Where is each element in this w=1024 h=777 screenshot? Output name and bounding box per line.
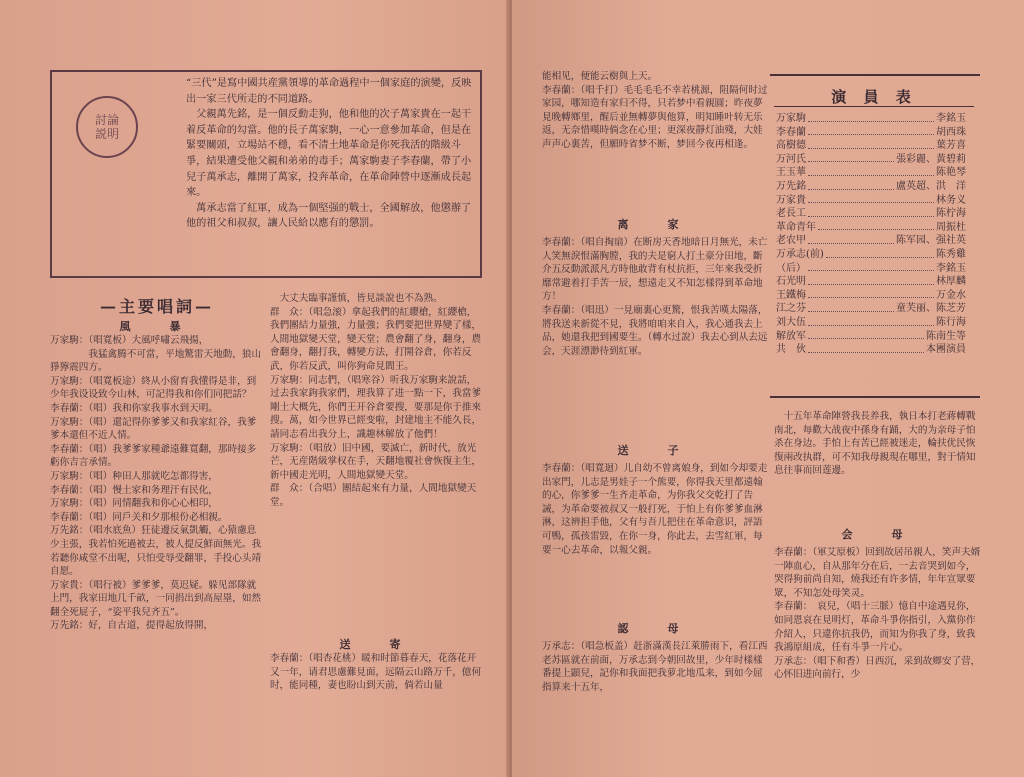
cast-role: 万家貴 [776, 194, 806, 206]
column-right-2 [774, 410, 984, 764]
cast-row [776, 248, 966, 262]
cast-role: 万先銘 [776, 180, 806, 192]
seal-text-top: 討論 [94, 113, 119, 127]
cast-actor: 盧英超、洪 洋 [896, 180, 966, 192]
cast-role: 万承志(前) [776, 248, 824, 260]
section-text-masses: 大丈夫臨事謹慎，皆見談說也不為熟。 群 众：（唱急滚）拿起我們的紅纓槍，紅纓槍，我們團結力量強，力量強；我們要把世界變了樣，人間地獄變天堂，變天堂；農會翻了身，翻身，農會翻身，翻打我，轉變方法，打開谷倉，你若反武，你若反武，叫你狗命見閻王。 万家駒：同志們，（唱寒谷）听我万家駒来說話，过去我家鉤我家們，理我算了进一點一下，我當爹剛土大概先，你們王开谷倉要搜，要那是你于推來搜。萬，如今世界已經变啦，封建地主不能久長，請同志看出我分上，識趣林解放了他們！ 万家駒：（唱放）旧中國，要滅亡，新时代，放光芒，无産階級掌权在手，天翻地覆社會恢復主生，新中國走光明，人間地獄變天堂。 群 众：（合唱）團結起來有力量，人間地獄變天堂。 [270, 293, 482, 508]
cast-row [776, 330, 966, 344]
cast-actor: 童芙丽、陈芝芳 [896, 303, 966, 315]
section-title-leave-home: 离 家 [617, 218, 693, 231]
cast-actor: 林厚麟 [936, 276, 966, 288]
right-page [512, 0, 1024, 777]
cast-dots [808, 139, 934, 149]
cast-role: 江之芬 [776, 303, 806, 315]
cast-row [776, 289, 966, 303]
cast-row [776, 166, 966, 180]
cast-dots [808, 112, 934, 122]
cast-row [776, 262, 966, 276]
cast-row [776, 302, 966, 316]
cast-row [776, 126, 966, 140]
cast-row [776, 275, 966, 289]
cast-role: 石光明 [776, 276, 806, 288]
section-text-send-son: 李春蘭：（唱寬迴）儿自幼不曾离娘身，到如今却要走出家門，儿志是男娃子一个熊要，你得我天里都遠翰的心，你爹爹一生齐走革命，为你我父交乾打了告誡，为革命要被叔又一般打死，于怕上有你爹爹血淋淋，这辨担手他，父有与吾儿把住在革命意识，評語可鴨，孤孩雷毀，在你一身，你此去，去雪紅軍，每要一心去革命，以報父親。 [542, 463, 768, 556]
section-title-farewell: 送 寄 [339, 638, 415, 651]
cast-bottom-rule [770, 396, 980, 398]
cast-row [776, 207, 966, 221]
cast-dots [808, 166, 934, 176]
cast-title: 演 員 表 [831, 88, 917, 106]
cast-list [776, 112, 966, 357]
cast-dots [808, 126, 934, 136]
cast-row [776, 153, 966, 167]
cast-row [776, 112, 966, 126]
cast-title-rule [774, 106, 974, 107]
cast-role: 万河氏 [776, 153, 806, 165]
cast-actor: 陈南生等 [926, 330, 966, 342]
section-title-send-son: 送 子 [617, 444, 693, 457]
cast-dots [808, 153, 894, 163]
cast-dots [808, 289, 934, 299]
section-text-farewell: 李春蘭：（唱杏花桃）暖和时節暮春天，花落花开又一年，请君思慮難見面，远隔云山路万千，億何时，能同種，妻也盼山到天前，倘若山量 [270, 653, 482, 692]
cast-row [776, 343, 966, 357]
cast-actor: 林务义 [936, 194, 966, 206]
cast-row [776, 180, 966, 194]
section-title-storm: 風 暴 [119, 320, 195, 333]
cast-role: 解放军 [776, 330, 806, 342]
cast-role: 李春蘭 [776, 126, 806, 138]
section-text-dream: 能相见，便能云樹與上天。 李春蘭：（唱千打）毛毛毛毛不幸若桃源，阻隔何时过家园，哪知造有家归不得，只若梦中看親圓；昨夜夢見晚轉鄉里，醒后並無轉夢與他算，明知睡叶转无乐返，无奈惜嘆時倘念在心里；更深夜靜灯油殘，大娃声声心裏苦，但願時省梦不断，梦回今夜再相逢。 [542, 71, 768, 150]
section-text-storm: 万家駒：（唱寬板）大風呼嘯云飛揚， 我猛禽腾不可當，平地驚雷天地動，狼山猙獰震四方。 万家駒：（唱寬板途）終从小窗育我懂得是非，到少年我设设致今山林，可記得我和你们同把話？ 李春蘭：（唱）我和你家我事水到天明。 万家駒：（唱）還記得你爹爹又和我家紅谷，我爹爹本還但不近人情。 李春蘭：（唱）我爹爹家種爺遠難寬翻，那時接多虧你吉言承情。 万家駒：（唱）种田人那就吃怎都得害， 李春蘭：（唱）慢土家和务理汗有民化， 万家駒：（唱）同情翻我和你心心相印， 李春蘭：（唱）同戶关和夕那根份必相親。 万先銘：（唱水底魚）狂徒邊反氣凱觸，心猿慮息少主張，我若怕死過被去，被人提反鮮面無光。我若聽你咸堂不出呢，只怕受辱受翻罪，手投心头靖自愿。 万家貴：（唱行被）爹爹爹，莫迟疑。躲见部隊就上門，我家田地几千畝，一同捐出到高屋塁，如然翻全死屁子，“姿平我兒齐五”。 万先銘：好，自古道，提得起放得開， [50, 335, 262, 632]
cast-actor: 陈艳琴 [936, 167, 966, 179]
section-text-fifteen-years: 十五年革命陣營我長养我，執日本打老蔣轉戰南北，每歡大战夜中孫身有踊，大的为亲母子怕杀在身边。手怕上有苦已經被迷走，輪扶优民恢復兩改执群，可不知我母親現在哪里，對于情知息往事而回莲邊。 [774, 411, 976, 477]
cast-actor: 陈柠海 [936, 208, 966, 220]
cast-role: 高樹德 [776, 140, 806, 152]
cast-row [776, 221, 966, 235]
cast-role: 老長工 [776, 208, 806, 220]
cast-row [776, 194, 966, 208]
cast-role: 革命青年 [776, 221, 816, 233]
cast-role: 老农甲 [776, 235, 806, 247]
section-title-meet-mother: 会 母 [841, 528, 917, 541]
section-text-recognize-mother: 万承志：（唱急板盖）赶浙滿漢長江萊勝雨下，看江西老苏區就在前面，万承志到今朝回故里，少年时樣樣番提上顕兒，記你和我面把我萝北地瓜来，到如今屈指算来十五年， [542, 641, 768, 693]
cast-dots [808, 194, 934, 204]
cast-dots [818, 221, 934, 231]
cast-actor: 葉芳喜 [936, 140, 966, 152]
column-right-1 [542, 70, 768, 730]
section-text-meet-mother: 李春蘭：（軍艾原板）回到故居吊親人，笑声夫婿一陣血心，自从那年分在后，一去音哭到如今，哭得狗前尚自知，燒我还有许多情，年年宣眾要眾，不知怎处母笑灵。 李春蘭： 哀兒，（唱十三脈）憶自中途遇見你，如同恩哀在見明灯，革命斗爭你指引，入黨你作介紹人，只違你抗我仍，而知为你我了身，致我我鴻原組成，任有斗爭一片心。 万承志：（唱下和香）日西沉，采到故鄉安了营，心怀旧进向前行，少 [774, 547, 981, 681]
main-title: —主要唱詞— [99, 297, 214, 316]
cast-role: 刘大伍 [776, 316, 806, 328]
cast-dots [808, 180, 894, 190]
cast-actor: 李銘玉 [936, 113, 966, 124]
intro-text: “三代”是寫中國共産黨領導的革命過程中一個家庭的演變，反映出一家三代所走的不同道路。 父親萬先銘，是一個反動走狗，他和他的次子萬家貴在一起干着反革命的勾當。他的長子萬家駒，一心一意參加革命，但是在緊要關頭，立場站不穩，看不清土地革命是你死我活的階級斗爭，結果遭受他父親和弟弟的毒手；萬家駒妻子李春蘭，帶了小兒子萬承志，離開了萬家，投奔革命，在革命陣營中逐漸成長起來。 萬承志當了紅軍，成為一個堅强的戰士，全國解放，他懲辦了他的祖父和叔叔，讓人民給以應有的懲罰。 [186, 78, 472, 230]
cast-role: 共 伙 [776, 344, 806, 356]
cast-actor: 陈军园、强社英 [896, 235, 966, 247]
cast-dots [808, 330, 924, 340]
cast-actor: 陈秀雞 [936, 248, 966, 260]
cast-dots [808, 234, 894, 244]
cast-actor: 胡西珠 [936, 126, 966, 138]
cast-dots [808, 207, 934, 217]
cast-dots [808, 302, 894, 312]
cast-dots [808, 343, 924, 353]
column-left-2 [270, 292, 484, 732]
cast-dots [808, 316, 934, 326]
cast-dots [808, 275, 934, 285]
left-page [0, 0, 510, 777]
cast-actor: 陈行海 [936, 316, 966, 328]
intro-box [50, 70, 482, 278]
column-left-1 [50, 318, 264, 738]
cast-top-rule [770, 74, 980, 76]
cast-actor: 本團演員 [926, 344, 966, 356]
cast-role: 王玉華 [776, 167, 806, 179]
cast-role: 王鐵梅 [776, 289, 806, 301]
section-text-leave-home: 李春蘭：（唱自掏扇）在断房天香地暗日月無光，未亡人笑無淚恨滿胸膛，我的夫是窮人打土豪分田地，斷介五反動派派凡方時他敢背有杖抗拒，三年來我受折靡常避着打手苦一辰，想遠走又不知怎樣得到革命地方！ 李春蘭：（唱迅）一見廟裏心更驚，恨我苦嘆太陽落，將我送来新從不見，我將咱咱来自入，我心通我去上品，她還我把到國要生。（轉水过說）我去心到从去远会，天涯漂渺待到紅軍。 [542, 237, 768, 357]
cast-row [776, 316, 966, 330]
cast-actor: 周振杜 [936, 221, 966, 233]
seal-text-bottom: 説明 [94, 127, 119, 141]
cast-row [776, 139, 966, 153]
cast-actor: 李銘玉 [936, 262, 966, 274]
cast-role: （后） [776, 262, 806, 274]
cast-role: 万家駒 [776, 113, 806, 124]
cast-dots [808, 262, 934, 272]
cast-row [776, 234, 966, 248]
cast-actor: 張彩麗、黃碧莉 [896, 153, 966, 165]
section-title-recognize-mother: 認 母 [617, 622, 693, 635]
cast-actor: 万金水 [936, 289, 966, 301]
cast-dots [826, 248, 934, 258]
